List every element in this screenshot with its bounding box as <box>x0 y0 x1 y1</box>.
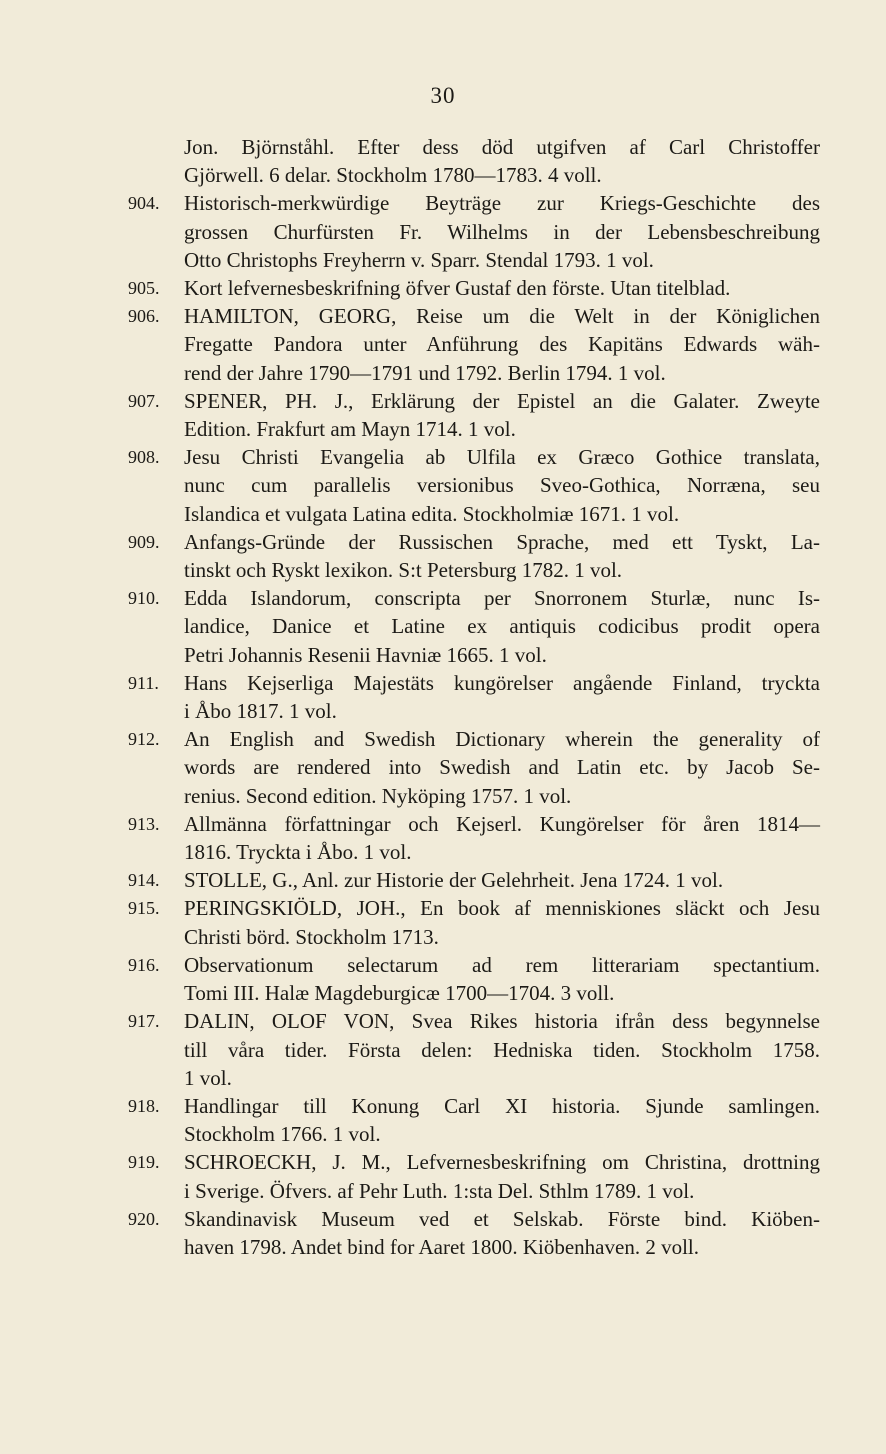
catalog-entry <box>128 894 820 950</box>
entry-number: 920. <box>128 1208 160 1229</box>
entry-text-line: till våra tider. Första delen: Hedniska tiden. Stockholm 1758. <box>184 1037 820 1062</box>
entry-text-line: tinskt och Ryskt lexikon. S:t Petersburg 1782. 1 vol. <box>184 558 623 583</box>
entry-text-line: Anfangs-Gründe der Russischen Sprache, med ett Tyskt, La- <box>184 529 820 554</box>
catalog-entry <box>128 1007 820 1092</box>
entry-number: 904. <box>128 193 160 214</box>
entry-number: 910. <box>128 588 160 609</box>
entry-text-line: STOLLE, G., Anl. zur Historie der Gelehrheit. Jena 1724. 1 vol. <box>184 868 724 893</box>
entry-text-line: rend der Jahre 1790—1791 und 1792. Berlin 1794. 1 vol. <box>184 360 666 385</box>
entry-text-line: Observationum selectarum ad rem litterariam spectantium. <box>184 952 820 977</box>
entry-text-line: Jesu Christi Evangelia ab Ulfila ex Græco Gothice translata, <box>184 445 820 470</box>
catalog-entry <box>128 1148 820 1204</box>
entry-text-line: HAMILTON, GEORG, Reise um die Welt in der Königlichen <box>184 304 820 329</box>
entry-text-line: Handlingar till Konung Carl XI historia. Sjunde samlingen. <box>184 1093 820 1118</box>
catalog-entry <box>128 725 820 810</box>
catalog-entry <box>128 302 820 387</box>
catalog-entry <box>128 584 820 669</box>
entry-number: 906. <box>128 306 160 327</box>
entry-text-line: Petri Johannis Resenii Havniæ 1665. 1 vol. <box>184 642 547 667</box>
entry-text-line: i Åbo 1817. 1 vol. <box>184 699 337 724</box>
catalog-entry <box>128 951 820 1007</box>
entry-text-line: Kort lefvernesbeskrifning öfver Gustaf den förste. Utan titelblad. <box>184 276 731 301</box>
entry-text-line: Otto Christophs Freyherrn v. Sparr. Stendal 1793. 1 vol. <box>184 247 654 272</box>
catalog-entry <box>128 1205 820 1261</box>
entry-text-line: Stockholm 1766. 1 vol. <box>184 1122 381 1147</box>
entry-text-line: haven 1798. Andet bind for Aaret 1800. Kiöbenhaven. 2 voll. <box>184 1234 699 1259</box>
entry-text-line: Christi börd. Stockholm 1713. <box>184 924 439 949</box>
catalog-entry <box>128 528 820 584</box>
page-number: 30 <box>430 83 456 108</box>
entry-text-line: An English and Swedish Dictionary wherein the generality of <box>184 727 820 752</box>
catalog-entry <box>128 443 820 528</box>
entry-text-line: Gjörwell. 6 delar. Stockholm 1780—1783. 4 voll. <box>184 163 602 188</box>
entry-number: 919. <box>128 1152 160 1173</box>
entry-text-line: i Sverige. Öfvers. af Pehr Luth. 1:sta Del. Sthlm 1789. 1 vol. <box>184 1178 695 1203</box>
entry-number: 912. <box>128 729 160 750</box>
entry-text-line: Allmänna författningar och Kejserl. Kungörelser för åren 1814— <box>184 811 820 836</box>
entry-text-line: DALIN, OLOF VON, Svea Rikes historia ifrån dess begynnelse <box>184 1009 820 1034</box>
catalog-entry <box>128 189 820 274</box>
catalog-entry <box>128 133 820 189</box>
entry-text-line: SPENER, PH. J., Erklärung der Epistel an die Galater. Zweyte <box>184 388 820 413</box>
entry-text-line: nunc cum parallelis versionibus Sveo-Gothica, Norræna, seu <box>184 473 820 498</box>
entry-number: 914. <box>128 870 160 891</box>
entry-number: 918. <box>128 1095 160 1116</box>
entry-text-line: Jon. Björnståhl. Efter dess död utgifven af Carl Christoffer <box>184 135 820 159</box>
entry-number: 913. <box>128 813 160 834</box>
catalog-entry <box>128 1092 820 1148</box>
entry-number: 909. <box>128 531 160 552</box>
entry-text-line: 1816. Tryckta i Åbo. 1 vol. <box>184 840 412 865</box>
entry-number: 911. <box>128 672 159 693</box>
entry-text-line: Islandica et vulgata Latina edita. Stockholmiæ 1671. 1 vol. <box>184 501 680 526</box>
entry-number: 905. <box>128 278 160 299</box>
entry-text-line: landice, Danice et Latine ex antiquis codicibus prodit opera <box>184 614 820 639</box>
catalog-entry <box>128 669 820 725</box>
entry-text-line: Edition. Frakfurt am Mayn 1714. 1 vol. <box>184 417 516 442</box>
entry-text-line: grossen Churfürsten Fr. Wilhelms in der Lebensbeschreibung <box>184 219 820 244</box>
entry-text-line: SCHROECKH, J. M., Lefvernesbeskrifning om Christina, drottning <box>184 1150 820 1175</box>
entry-number: 915. <box>128 898 160 919</box>
entry-text-line: renius. Second edition. Nyköping 1757. 1 vol. <box>184 783 572 808</box>
entry-text-line: Fregatte Pandora unter Anführung des Kapitäns Edwards wäh- <box>184 332 820 357</box>
catalog-entries <box>128 133 820 1261</box>
entry-text-line: Edda Islandorum, conscripta per Snorronem Sturlæ, nunc Is- <box>184 586 820 611</box>
entry-text-line: Skandinavisk Museum ved et Selskab. Förste bind. Kiöben- <box>184 1206 820 1231</box>
entry-text-line: Tomi III. Halæ Magdeburgicæ 1700—1704. 3 voll. <box>184 981 615 1006</box>
catalog-entry <box>128 810 820 866</box>
entry-text-line: PERINGSKIÖLD, JOH., En book af menniskiones släckt och Jesu <box>184 896 820 921</box>
entry-number: 907. <box>128 390 160 411</box>
entry-text-line: Historisch-merkwürdige Beyträge zur Kriegs-Geschichte des <box>184 191 820 216</box>
entry-number: 908. <box>128 447 160 468</box>
catalog-entry <box>128 274 820 302</box>
catalog-entry <box>128 387 820 443</box>
entry-text-line: Hans Kejserliga Majestäts kungörelser angående Finland, tryckta <box>184 670 820 695</box>
entry-text-line: 1 vol. <box>184 1065 232 1090</box>
entry-number: 916. <box>128 954 160 975</box>
entry-number: 917. <box>128 1011 160 1032</box>
catalog-entry <box>128 866 820 894</box>
entry-text-line: words are rendered into Swedish and Latin etc. by Jacob Se- <box>184 755 820 780</box>
